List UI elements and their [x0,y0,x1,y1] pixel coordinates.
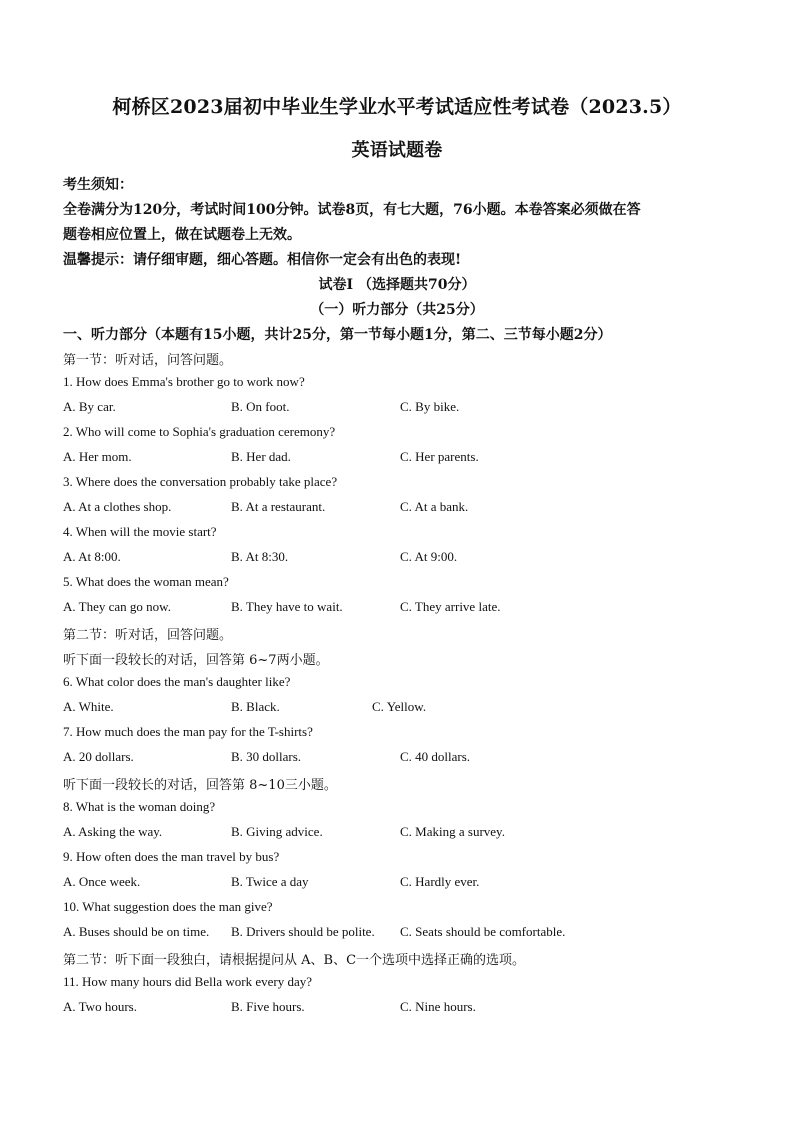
option-c: C. At a bank. [400,499,469,514]
option-b: B. 30 dollars. [231,749,302,764]
option-b: B. At 8:30. [231,549,289,564]
option-c: C. They arrive late. [400,599,501,614]
question-4: 4. When will the movie start? [63,524,217,539]
listening-part-heading: （一）听力部分（共25分） [310,302,484,318]
option-b: B. Black. [231,699,280,714]
question-11: 11. How many hours did Bella work every day? [63,974,312,989]
option-a: A. Asking the way. [63,824,163,839]
option-a: A. At a clothes shop. [63,499,172,514]
option-a: A. White. [63,699,114,714]
section1-label: 第一节：听对话，问答问题。 [63,353,233,368]
option-a: A. By car. [63,399,116,414]
paper-part-heading: 试卷Ⅰ （选择题共70分） [318,277,476,293]
notice-line-2: 题卷相应位置上，做在试题卷上无效。 [63,227,301,243]
option-b: B. At a restaurant. [231,499,326,514]
option-b: B. Giving advice. [231,824,323,839]
option-b: B. Her dad. [231,449,291,464]
question-9: 9. How often does the man travel by bus? [63,849,280,864]
option-b: B. Drivers should be polite. [231,924,375,939]
option-a: A. They can go now. [63,599,171,614]
option-b: B. On foot. [231,399,290,414]
option-a: A. At 8:00. [63,549,121,564]
option-c: C. Nine hours. [400,999,476,1014]
question-1: 1. How does Emma's brother go to work now? [63,374,305,389]
question-6: 6. What color does the man's daughter like? [63,674,291,689]
option-c: C. 40 dollars. [400,749,471,764]
question-8: 8. What is the woman doing? [63,799,216,814]
option-a: A. Her mom. [63,449,132,464]
long-dialogue-1-instruction: 听下面一段较长的对话，回答第 6~7两小题。 [63,653,329,668]
option-c: C. Her parents. [400,449,479,464]
option-b: B. They have to wait. [231,599,343,614]
section-heading: 一、听力部分（本题有15小题，共计25分，第一节每小题1分，第二、三节每小题2分） [63,327,612,343]
option-c: C. By bike. [400,399,460,414]
long-dialogue-2-instruction: 听下面一段较长的对话，回答第 8~10三小题。 [63,778,337,793]
option-b: B. Twice a day [231,874,309,889]
section2-label: 第二节：听对话，回答问题。 [63,628,233,643]
option-c: C. Yellow. [372,699,427,714]
question-3: 3. Where does the conversation probably take place? [63,474,338,489]
option-c: C. Seats should be comfortable. [400,924,566,939]
option-c: C. At 9:00. [400,549,458,564]
section3-label: 第二节：听下面一段独白，请根据提问从 A、B、C一个选项中选择正确的选项。 [63,953,526,968]
option-a: A. Two hours. [63,999,137,1014]
question-2: 2. Who will come to Sophia's graduation ceremony? [63,424,336,439]
option-b: B. Five hours. [231,999,305,1014]
exam-subtitle: 英语试题卷 [351,140,443,161]
question-5: 5. What does the woman mean? [63,574,229,589]
option-a: A. Once week. [63,874,141,889]
option-a: A. 20 dollars. [63,749,134,764]
notice-heading: 考生须知： [63,177,133,193]
tip-line: 温馨提示：请仔细审题，细心答题。相信你一定会有出色的表现! [63,252,462,268]
question-7: 7. How much does the man pay for the T-shirts? [63,724,313,739]
question-10: 10. What suggestion does the man give? [63,899,273,914]
option-a: A. Buses should be on time. [63,924,210,939]
option-c: C. Making a survey. [400,824,505,839]
notice-line-1: 全卷满分为120分，考试时间100分钟。试卷8页，有七大题，76小题。本卷答案必须做在答 [63,202,641,218]
option-c: C. Hardly ever. [400,874,480,889]
exam-title: 柯桥区2023届初中毕业生学业水平考试适应性考试卷（2023.5） [112,96,682,118]
